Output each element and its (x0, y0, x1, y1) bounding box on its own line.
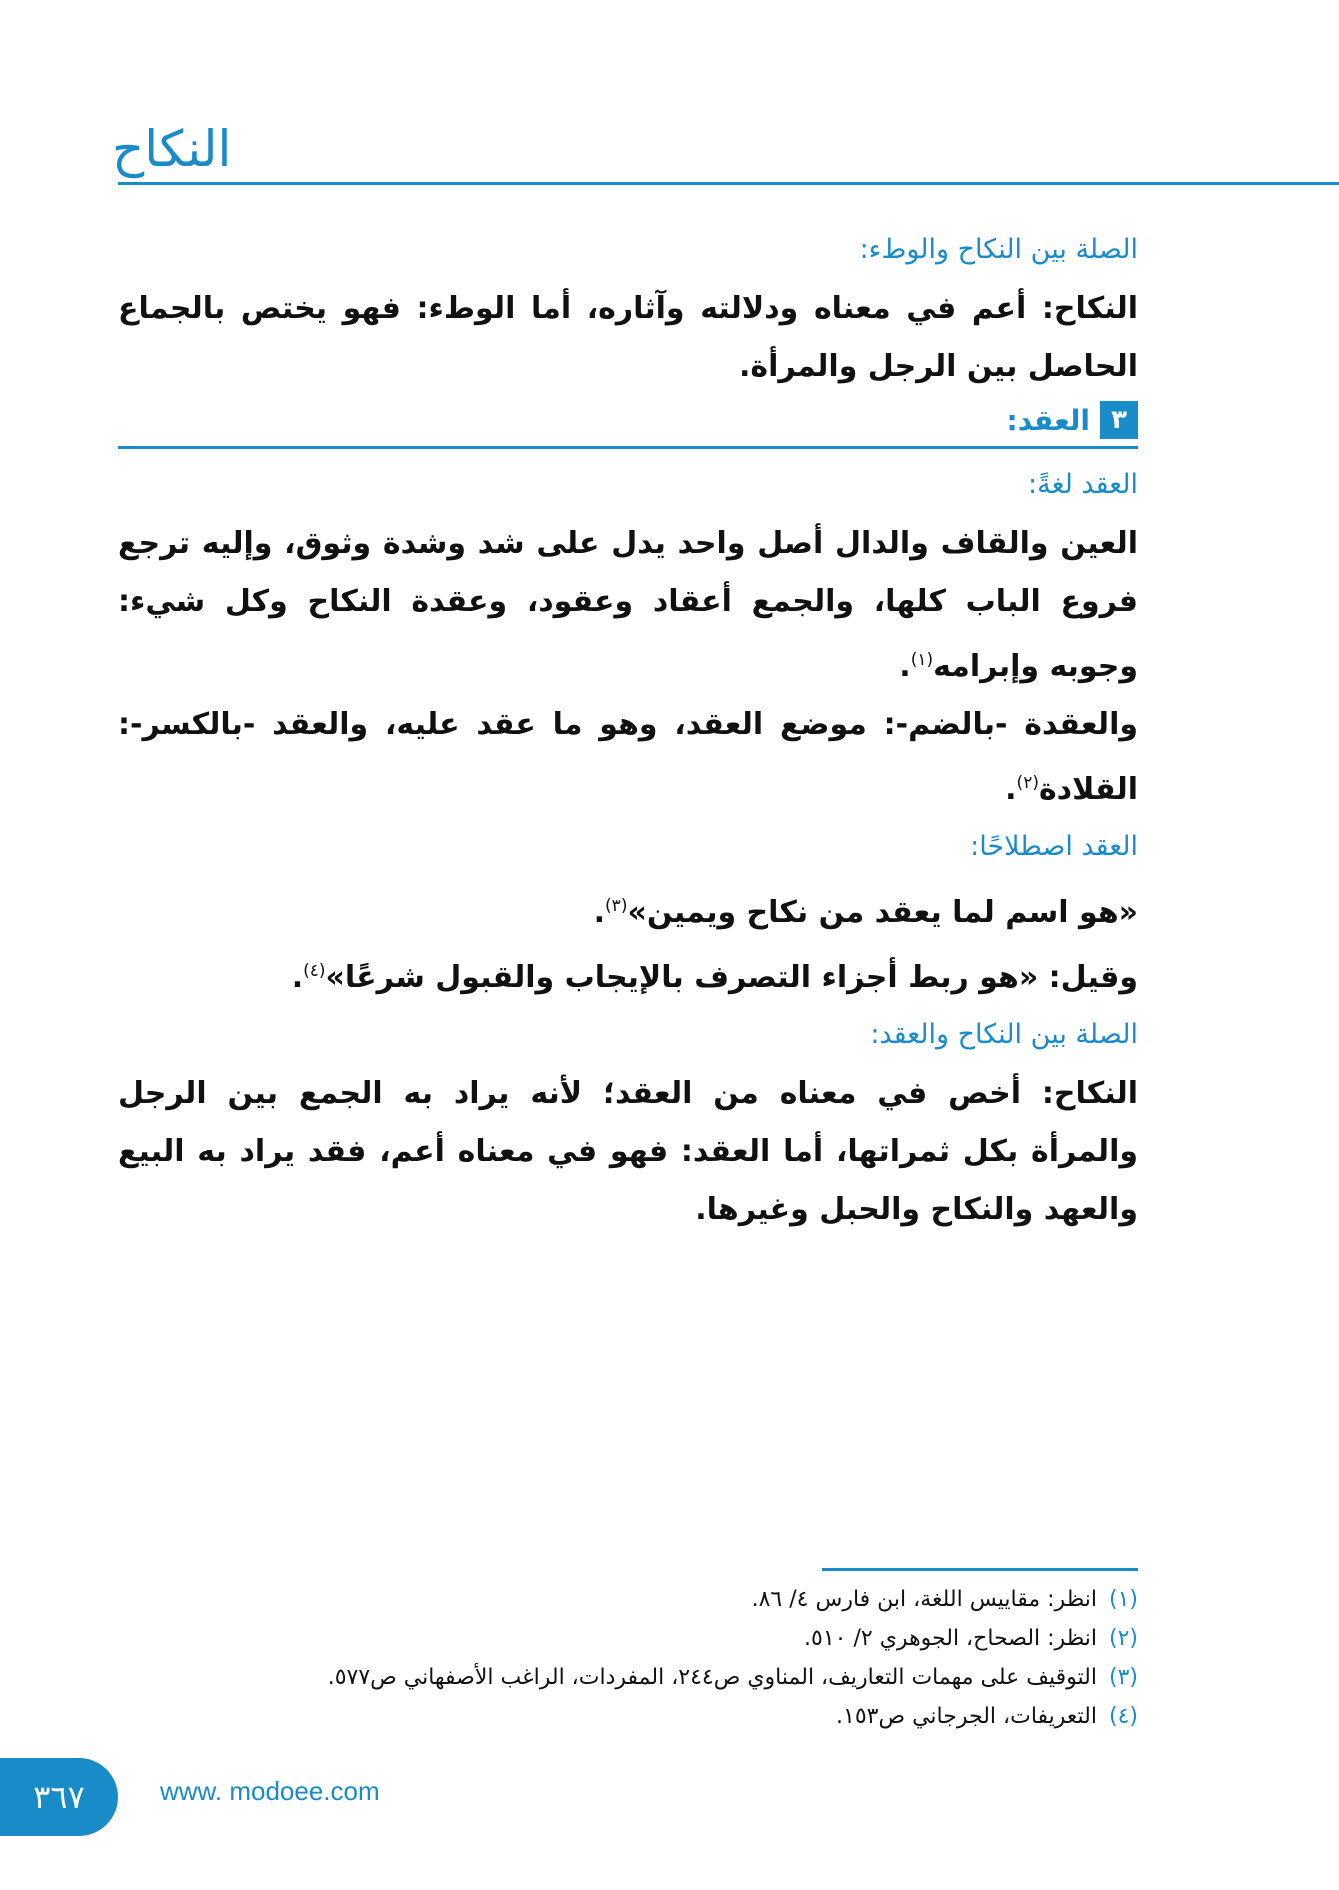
site-url-link[interactable]: www. modoee.com (160, 1776, 380, 1806)
subheading-nikah-wat: الصلة بين النكاح والوطء: (859, 234, 1138, 265)
paragraph-text: والعقدة -بالضم-: موضع العقد، وهو ما عقد عليه، والعقد -بالكسر-: القلادة (118, 707, 1138, 807)
footnote-text: التعريفات، الجرجاني ص١٥٣. (836, 1704, 1097, 1729)
title-divider (118, 182, 1339, 185)
footnote-number: (٤) (1108, 1704, 1138, 1729)
footnote-ref[interactable]: (٣) (605, 896, 628, 916)
paragraph-end: . (899, 649, 911, 684)
footnote-text: انظر: الصحاح، الجوهري ٢/ ٥١٠. (804, 1626, 1097, 1651)
paragraph (118, 515, 1138, 696)
footnotes (150, 1580, 1138, 1736)
footnote-item (150, 1619, 1138, 1658)
footnote-divider (822, 1568, 1138, 1571)
footnote-ref[interactable]: (١) (910, 650, 934, 670)
paragraph: النكاح: أخص في معناه من العقد؛ لأنه يراد به الجمع بين الرجل والمرأة بكل ثمراتها، أما العقد: فهو في معناه أعم، فقد يراد به البيع والعهد والنكاح والحبل وغيرها. (118, 1076, 1138, 1227)
paragraph-end: . (593, 895, 606, 930)
article-body (118, 228, 1138, 1239)
subheading-nikah-aqd: الصلة بين النكاح والعقد: (870, 1019, 1138, 1050)
subheading-aqd-lugha: العقد لغةً: (1028, 469, 1138, 500)
section-label: العقد: (1006, 403, 1090, 437)
footnote-number: (٣) (1108, 1665, 1138, 1690)
paragraph-text: «هو اسم لما يعقد من نكاح ويمين» (627, 895, 1138, 930)
footnote-ref[interactable]: (٢) (1016, 773, 1039, 793)
footnote-item (150, 1580, 1138, 1619)
page-title: النكاح (112, 120, 232, 178)
paragraph-text: العين والقاف والدال أصل واحد يدل على شد وشدة وثوق، وإليه ترجع فروع الباب كلها، والجمع أعقاد وعقود، وعقدة النكاح وكل شيء: وجوبه وإبرامه (118, 526, 1138, 684)
footnote-ref[interactable]: (٤) (303, 961, 326, 981)
paragraph-end: . (1005, 772, 1017, 807)
subheading-aqd-istilah: العقد اصطلاحًا: (970, 831, 1138, 862)
footnote-text: التوقيف على مهمات التعاريف، المناوي ص٢٤٤، المفردات، الراغب الأصفهاني ص٥٧٧. (327, 1665, 1097, 1690)
section-heading-aqd (118, 400, 1138, 440)
footnote-text: انظر: مقاييس اللغة، ابن فارس ٤/ ٨٦. (751, 1587, 1097, 1612)
paragraph: النكاح: أعم في معناه ودلالته وآثاره، أما الوطء: فهو يختص بالجماع الحاصل بين الرجل والمرأة. (118, 291, 1138, 384)
page-number: ٣٦٧ (0, 1758, 118, 1836)
paragraph-text: وقيل: «هو ربط أجزاء التصرف بالإيجاب والقبول شرعًا» (325, 960, 1138, 995)
footnote-item (150, 1697, 1138, 1736)
paragraph (118, 877, 1138, 942)
section-divider (118, 446, 1138, 449)
paragraph (118, 696, 1138, 819)
footnote-item (150, 1658, 1138, 1697)
footnote-number: (١) (1108, 1587, 1138, 1612)
paragraph-end: . (291, 960, 304, 995)
section-number-badge: ٣ (1100, 401, 1138, 439)
paragraph (118, 942, 1138, 1007)
footnote-number: (٢) (1108, 1626, 1138, 1651)
